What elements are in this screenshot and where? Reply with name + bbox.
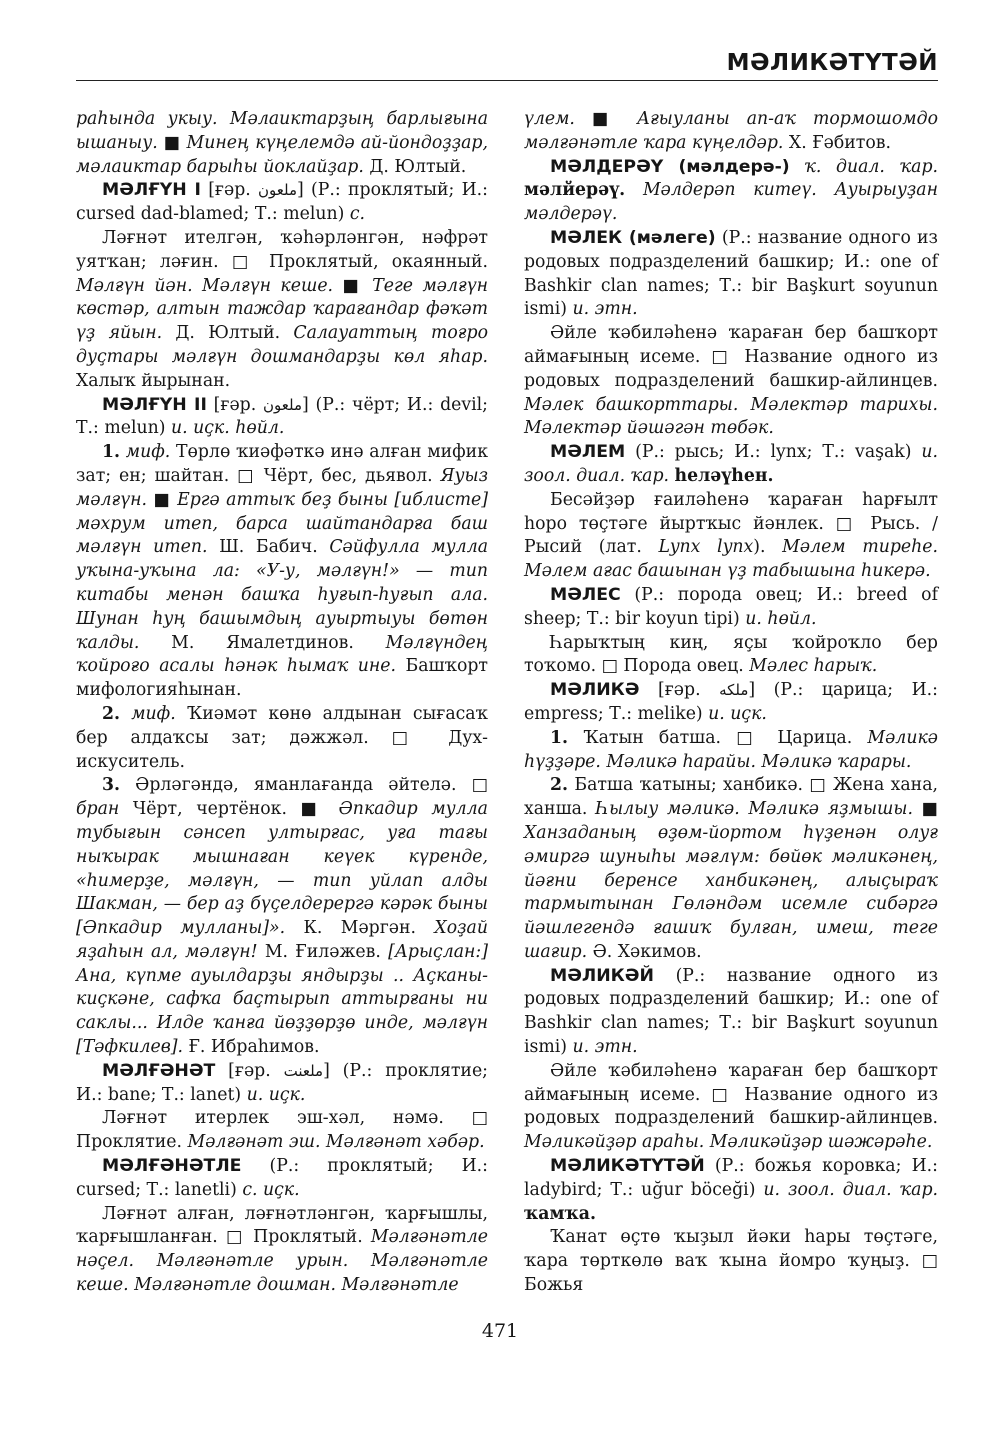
left-entry-paragraph: МӘЛҒӘНӘТ [ғәр. ملعنت] (Р.: проклятие; И.: bane; Т.: lanet) и. иҫк. <box>76 1060 488 1105</box>
left-entry-paragraph: Ләғнәт ителгән, ҡәһәрләнгән, нәфрәт уятҡан; ләғин. □ Проклятый, окаянный. Мәлғүн йән. Мәлғүн кеше. ■ Теге мәлғүн көстәр, алтын таждар ҡарағандар фәҡәт үҙ яйын. Д. Юлтый. Салауаттың тоғро дуҫтары мәлғүн дошмандарҙы көл яһар. Халыҡ йырынан. <box>76 227 488 391</box>
right-entry-paragraph: МӘЛЕС (Р.: порода овец; И.: breed of sheep; Т.: bir koyun tipi) и. һөйл. <box>524 584 938 629</box>
left-column <box>76 108 488 1298</box>
right-column <box>524 108 938 1298</box>
right-entry-paragraph: МӘЛДЕРӘҮ (мәлдерә-) ҡ. диал. ҡар. мәлйерәү. Мәлдерәп китеү. Ауырыуҙан мәлдерәү. <box>524 156 938 225</box>
right-entry-paragraph: Әйле ҡәбиләһенә ҡараған бер башҡорт аймағының исеме. □ Название одного из родовых подразделений башкир-айлинцев. Мәликәйҙәр араһы. Мәликәйҙәр шәжәрәһе. <box>524 1060 938 1153</box>
left-entry-paragraph: Ләғнәт алған, ләғнәтләнгән, ҡарғышлы, ҡарғышланған. □ Проклятый. Мәлғәнәтле нәҫел. Мәлғәнәтле урын. Мәлғәнәтле кеше. Мәлғәнәтле дошман. Мәлғәнәтле <box>76 1203 488 1296</box>
right-entry-paragraph: Әйле ҡәбиләһенә ҡараған бер башҡорт аймағының исеме. □ Название одного из родовых подразделений башкир-айлинцев. Мәлек башкорттары. Мәлектәр тарихы. Мәлектәр йәшәгән төбәк. <box>524 323 938 439</box>
left-entry-paragraph: 3. Әрләгәндә, яманлағанда әйтелә. □ бран Чёрт, чертёнок. ■ Әпкадир мулла тубығын сәнсеп ултырғас, уға тағы ныҡырак мышнаған кеүек күренде, «һимерҙе, мәлғүн, — тип уйлап алды Шакман, — бер аҙ бүҫелдерергә кәрәк быны [Әпкадир мулланы]». К. Мәргән. Хоҙай яҙаһын ал, мәлғүн! М. Ғиләжев. [Арыҫлан:] Ана, күпме ауылдарҙы яндырҙы .. Аҫканы-киҫкәне, сафҡа баҫтырып аттырғаны ни саклы... Илде ҡанға йөҙҙөрҙө инде, мәлғүн [Тәфкилев]. Ғ. Ибраһимов. <box>76 775 488 1058</box>
right-entry-paragraph: МӘЛЕМ (Р.: рысь; И.: lynx; Т.: vaşak) и. зоол. диал. ҡар. һеләүһен. <box>524 442 938 486</box>
left-entry-paragraph: 1. миф. Төрлө ҡиәфәткә инә алған мифик зат; ен; шайтан. □ Чёрт, бес, дьявол. Яуыз мәлғүн. ■ Ергә аттыҡ беҙ быны [иблисте] мәхрум итеп, барса шайтандарға баш мәлғүн итеп. Ш. Бабич. Сәйфулла мулла уҡына-уҡына ла: «У-у, мәлғүн!» — тип китабы менән башҡа һуғып-һуғып ала. Шунан һуң башымдың ауыртыуы бөтөн ҡалды. М. Ямалетдинов. Мәлғүндең ҡойроғо асалы һәнәк һымаҡ ине. Башҡорт мифологияһынан. <box>76 442 488 701</box>
page-number: 471 <box>481 1320 519 1342</box>
right-entry-paragraph: Ҡанат өҫтө ҡыҙыл йәки һары төҫтәге, ҡара төрткөлө ваҡ ҡына йомро ҡуңыҙ. □ Божья <box>524 1227 938 1296</box>
left-entry-paragraph: Ләғнәт итерлек эш-хәл, нәмә. □ Проклятие. Мәлғәнәт эш. Мәлғәнәт хәбәр. <box>76 1108 488 1153</box>
right-entry-paragraph: 2. Батша ҡатыны; ханбикә. □ Жена хана, ханша. Һылыу мәликә. Мәликә яҙмышы. ■ Ханзаданың өҙөм-йортом һүҙенән олуғ әмиргә шуныһы мәғлүм: бөйөк мәликәнең, йәғни беренсе ханбикәнең, алыҫыраҡ тармытынан Гөләндәм исемле сибәргә йәшлегендә ғашиҡ булған, имеш, теге шағир. Ә. Хәкимов. <box>524 775 938 962</box>
right-entry-paragraph: үлем. ■ Ағыуланы ап-аҡ тормошомдо мәлғәнәтле ҡара күңелдәр. Х. Ғәбитов. <box>524 109 938 153</box>
right-entry-paragraph: Бесәйҙәр ғаиләһенә ҡараған һарғылт һоро төҫтәге йыртҡыс йәнлек. □ Рысь. / Рысий (лат. Lynx lynx). Мәлем тиреһе. Мәлем ағас башынан үҙ табышына һикерә. <box>524 489 938 582</box>
left-entry-paragraph: раһында укыу. Мәлаиктарҙың барлығына ышаныу. ■ Минең күңелемдә ай-йондоҙҙар, мәлаиктар барыһы йоклайҙар. Д. Юлтый. <box>76 109 488 177</box>
left-entry-paragraph: МӘЛҒҮН I [ғәр. ملعون] (Р.: проклятый; И.: cursed dad-blamed; Т.: melun) с. <box>76 180 488 225</box>
left-entry-paragraph: МӘЛҒӘНӘТЛЕ (Р.: проклятый; И.: cursed; Т.: lanetli) с. иҫк. <box>76 1156 488 1200</box>
right-entry-paragraph: 1. Ҡатын батша. □ Царица. Мәликә һүҙҙәре. Мәликә һарайы. Мәликә ҡарары. <box>524 727 938 772</box>
running-head: МӘЛИКӘТҮТӘЙ <box>726 50 938 76</box>
right-entry-paragraph: МӘЛИКӘЙ (Р.: название одного из родовых подразделений башкир; И.: one of Bashkir clan names; Т.: bir Başkurt soyunun ismi) и. этн. <box>524 965 938 1058</box>
right-entry-paragraph: МӘЛИКӘ [ғәр. ملكه] (Р.: царица; И.: empress; Т.: melike) и. иҫк. <box>524 680 938 724</box>
left-entry-paragraph: МӘЛҒҮН II [ғәр. ملعون] (Р.: чёрт; И.: devil; Т.: melun) и. иҫк. һөйл. <box>76 394 489 439</box>
right-entry-paragraph: МӘЛЕК (мәлеге) (Р.: название одного из родовых подразделений башкир; И.: one of Bashkir clan names; Т.: bir Başkurt soyunun ismi) и. этн. <box>524 227 938 320</box>
right-entry-paragraph: МӘЛИКӘТҮТӘЙ (Р.: божья коровка; И.: ladybird; Т.: uğur böceği) и. зоол. диал. ҡар. ҡамҡа. <box>524 1156 938 1224</box>
left-entry-paragraph: 2. миф. Ҡиәмәт көнө алдынан сығасаҡ бер алдаҡсы зат; дәжжәл. □ Дух-искуситель. <box>76 703 488 772</box>
header-rule <box>76 80 938 81</box>
right-entry-paragraph: Һарыҡтың киң, яҫы ҡойроҡло бер тоҡомо. □ Порода овец. Мәлес һарыҡ. <box>524 632 938 677</box>
